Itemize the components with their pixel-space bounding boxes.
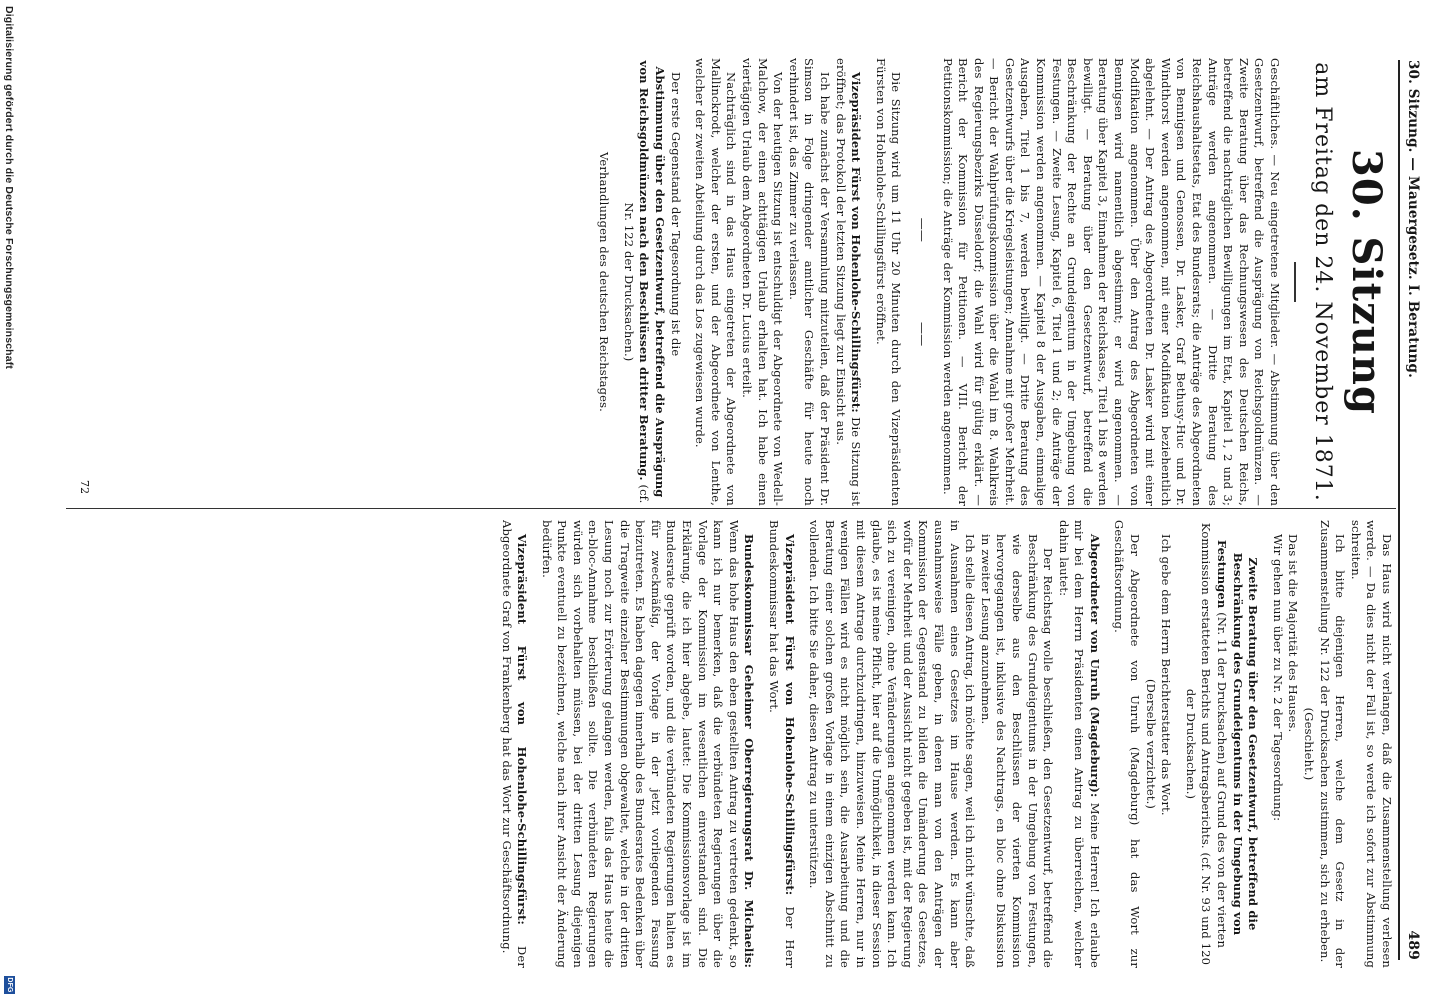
speaker-text: Der Abgeordnete Graf von Frankenberg hat das Wort zur Geschäftsordnung. xyxy=(499,520,530,968)
running-head-title: 30. Sitzung. — Mauergesetz. I. Beratung. xyxy=(1405,60,1421,378)
speaker-paragraph xyxy=(832,58,863,506)
column-divider xyxy=(66,508,1396,509)
speaker-text: Meine Herren! Ich erlaube mir bei dem Herrn Präsidenten einen Antrag zu überreichen, welcher dahin lautet: xyxy=(1056,520,1102,968)
agenda-item-title: Abstimmung über den Gesetzentwurf, betreffend die Ausprägung von Reichsgoldmünzen nach den Beschlüssen dritter Beratung. xyxy=(637,60,668,498)
body-paragraph: Ich bitte diejenigen Herren, welche dem Gesetz in der Zusammenstellung Nr. 122 der Drucksachen zustimmen, sich zu erheben. xyxy=(1317,520,1348,968)
digitization-notice: Digitalisierung gefördert durch die Deutsche Forschungsgemeinschaft xyxy=(3,6,15,370)
speaker-label: Bundeskommissar Geheimer Oberregierungsrat Dr. Michaelis: xyxy=(742,534,757,968)
session-title: 30. Sitzung xyxy=(1343,149,1390,415)
speaker-text: Die Sitzung ist eröffnet; das Protokoll der letzten Sitzung liegt zur Einsicht aus. xyxy=(833,58,864,506)
motion-text: Der Reichstag wolle beschließen, den Gesetzentwurf, betreffend die Beschränkung des Grundeigentums in der Umgebung von Festungen, wie derselbe aus den Beschlüssen der vierten Kommission hervorgegangen ist, inklusive des Nachtrags, en bloc ohne Diskussion in zweiter Lesung anzunehmen. xyxy=(978,534,1056,968)
digitization-bar xyxy=(0,0,18,1000)
session-date: am Freitag den 24. November 1871. xyxy=(1310,62,1335,502)
title-rule xyxy=(1294,262,1296,302)
speaker-label: Vizepräsident Fürst von Hohenlohe-Schillingsfürst: xyxy=(782,534,797,896)
agenda-item xyxy=(620,58,667,506)
body-paragraph: Der erste Gegenstand der Tagesordnung ist die xyxy=(668,72,683,357)
agenda-item-title: Zweite Beratung über den Gesetzentwurf, betreffend die Beschränkung des Grundeigentums in der Umgebung von Festungen xyxy=(1215,539,1261,936)
body-paragraph: Der Abgeordnete von Unruh (Magdeburg) hat das Wort zur Geschäftsordnung. xyxy=(1112,520,1143,968)
header-rule xyxy=(1398,60,1400,960)
opening-paragraph: Die Sitzung wird um 11 Uhr 20 Minuten durch den Vizepräsidenten Fürsten von Hohenlohe-Schillingsfürst eröffnet. xyxy=(873,58,904,506)
agenda-summary: Geschäftliches. — Neu eingetretene Mitglieder. — Abstimmung über den Gesetzentwurf, betreffend die Ausprägung von Reichsgoldmünzen. — Zweite Beratung über das Rechnungswesen des Deutschen Reichs, betreffend die nachträglichen Bewilligungen im Etat, Kapitel 1, 2 und 3; Anträge werden angenommen. — Dritte Beratung des Reichshaushaltsetats, Etat des Bundesrats; die Anträge des Abgeordneten von Bennigsen und Genossen, Dr. Lasker, Graf Bethusy-Huc und Dr. Windthorst werden angenommen, mit einer Modifikation beziehentlich abgelehnt. — Der Antrag des Abgeordneten Dr. Lasker wird mit einer Modifikation angenommen. Über den Antrag des Abgeordneten von Bennigsen wird namentlich abgestimmt; er wird angenommen. — Beratung über Kapitel 3, Einnahmen der Reichskasse, Titel 1 bis 8 werden bewilligt. — Beratung über den Gesetzentwurf, betreffend die Beschränkung der Rechte an Grundeigentum in der Umgebung von Festungen. — Zweite Lesung, Kapitel 6, Titel 1 und 2; die Anträge der Kommission werden angenommen. — Kapitel 8 der Ausgaben, einmalige Ausgaben, Titel 1 bis 7, werden bewilligt. — Dritte Beratung des Gesetzentwurfs über die Kriegsleistungen; Annahme mit großer Mehrheit. — Bericht der Wahlprüfungskommission über die Wahl im 8. Wahlkreis des Regierungsbezirks Düsseldorf; die Wahl wird für gültig erklärt. — Bericht der Kommission für Petitionen. — VIII. Bericht der Petitionskommission; die Anträge der Kommission werden angenommen. xyxy=(940,58,1282,506)
body-paragraph: Ich gebe dem Herrn Berichterstatter das Wort. xyxy=(1159,534,1174,816)
page-footer-number: 72 xyxy=(78,480,91,495)
speaker-paragraph xyxy=(765,520,796,968)
page-number: 489 xyxy=(1405,930,1421,960)
column-footer: Verhandlungen des deutschen Reichstages. xyxy=(597,152,612,412)
speaker-text: Wenn das hohe Haus den eben gestellten Antrag zu vertreten gedenkt, so kann ich nur bemerken, daß die verbündeten Regierungen über die Vorlage der Kommission im wesentlichen einverstanden sind. Die Erklärung, die ich hier abgebe, lautet: Die Kommissionsvorlage ist im Bundesrate geprüft worden, und die verbündeten Regierungen halten es für zweckmäßig, der Vorlage in der jetzt vorliegenden Fassung beizutreten. Es haben dagegen innerhalb des Bundesrates Bedenken über die Tragweite einzelner Bestimmungen obgewaltet, welche in der dritten Lesung noch zur Erörterung gelangen werden, falls das Haus heute die en-bloc-Annahme beschließen sollte. Die verbündeten Regierungen würden sich vorbehalten müssen, bei der dritten Lesung diejenigen Punkte eventuell zu bezeichnen, welche nach ihrer Ansicht der Änderung bedürfen. xyxy=(539,520,741,968)
speaker-paragraph xyxy=(538,520,756,968)
running-head xyxy=(1404,60,1420,960)
body-paragraph: Nachträglich sind in das Haus eingetreten der Abgeordnete von Mallinckrodt, welcher der ersten, und der Abgeordnete von Lenthe, welcher der zweiten Abteilung durch das Los zugewiesen wurde. xyxy=(693,58,739,506)
body-paragraph: Ich stelle diesen Antrag, ich möchte sagen, weil ich nicht wünschte, daß in Ausnahmen eines Gesetzes im Hause werden. Es kann aber ausnahmsweise Fälle geben, in denen man von den Anträgen der Kommission der Gegenstand zu bilden die Umänderung des Gesetzes, wofür der Mehrheit und der Aussicht nicht gegeben ist, mit der Regierung sich zu vereinigen, ohne Veränderungen angenommen werden kann. Ich glaube, es ist meine Pflicht, hier auf die Unmöglichkeit, in dieser Session mit diesem Antrage durchzudringen, hinzuweisen. Meine Herren, nur in wenigen Fällen wird es nicht möglich sein, die Ausarbeitung und die Beratung einer solchen großen Vorlage in einem einzigen Abschnitt zu vollenden. Ich bitte Sie daher, diesen Antrag zu unterstützen. xyxy=(807,520,978,968)
speaker-label: Abgeordneter von Unruh (Magdeburg): xyxy=(1087,534,1102,798)
agenda-item xyxy=(1182,520,1260,968)
agenda-item-reference: (Nr. 11 der Drucksachen) auf Grund des von der vierten Kommission erstatteten Berichts und Antragsberichts. (cf. Nr. 93 und 120 der Drucksachen.) xyxy=(1183,522,1230,966)
right-column xyxy=(84,520,1394,968)
agenda-item-reference: (cf. Nr. 122 der Drucksachen.) xyxy=(621,202,652,504)
speaker-label: Vizepräsident Fürst von Hohenlohe-Schillingsfürst: xyxy=(515,534,530,925)
section-separator: ———— xyxy=(914,217,929,347)
body-paragraph: Von der heutigen Sitzung ist entschuldigt der Abgeordnete von Wedell-Malchow, der einen achttägigen Urlaub erhalten hat. Ich habe einen viertägigen Urlaub dem Abgeordneten Dr. Lucius erteilt. xyxy=(740,58,786,506)
speaker-label: Vizepräsident Fürst von Hohenlohe-Schillingsfürst: xyxy=(849,72,864,413)
body-paragraph: Ich habe zunächst der Versammlung mitzuteilen, daß der Präsident Dr. Simson in Folge dringender amtlicher Geschäfte für heute noch verhindert ist, das Zimmer zu verlassen. xyxy=(786,58,832,506)
body-paragraph: Wir gehen nun über zu Nr. 2 der Tagesordnung: xyxy=(1270,534,1285,822)
body-paragraph: Das ist die Majorität des Hauses. xyxy=(1286,534,1301,733)
speaker-paragraph xyxy=(498,520,529,968)
stage-direction: (Geschieht.) xyxy=(1302,707,1317,781)
left-column xyxy=(84,58,1394,506)
speaker-text: Der Herr Bundeskommissar hat das Wort. xyxy=(767,520,797,968)
stage-direction: (Derselbe verzichtet.) xyxy=(1143,678,1158,810)
speaker-paragraph xyxy=(1055,520,1102,968)
body-paragraph: Das Haus wird nicht verlangen, daß die Zusammenstellung verlesen werde. — Da dies nicht der Fall ist, so werde ich sofort zur Abstimmung schreiten. xyxy=(1348,520,1394,968)
dfg-logo: DFG xyxy=(6,977,13,993)
